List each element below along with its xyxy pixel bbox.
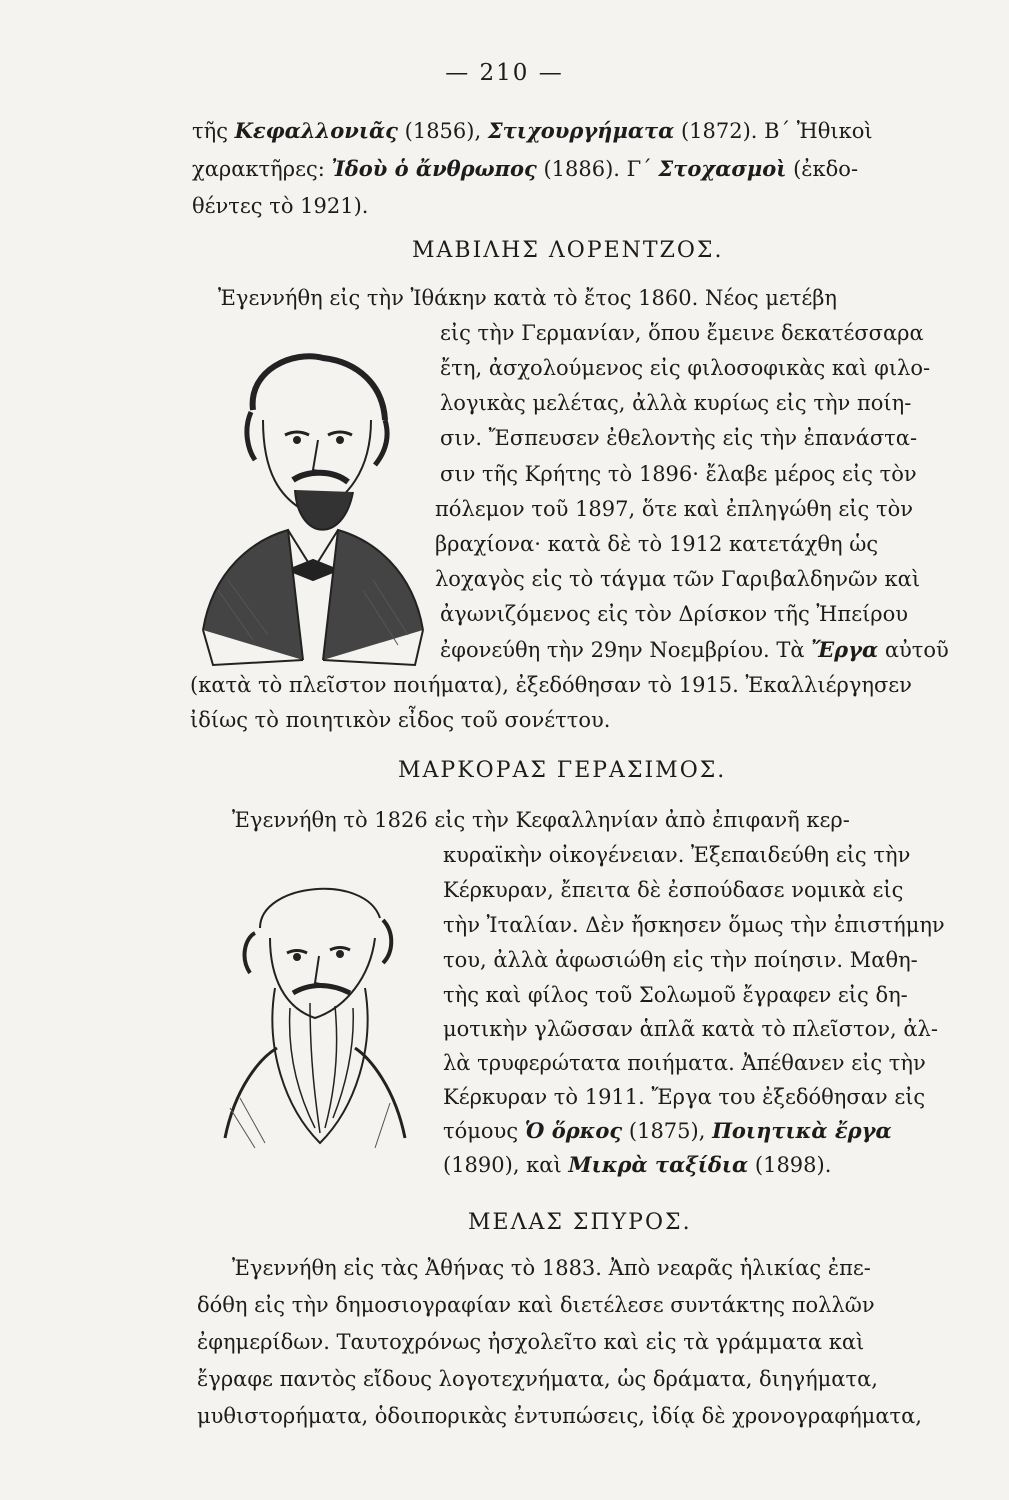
work-title: Μικρὰ ταξίδια <box>568 1152 749 1177</box>
intro-text: χαρακτῆρες: <box>192 157 332 181</box>
portrait-markoras <box>215 858 415 1158</box>
mavilis-line: ἰδίως τὸ ποιητικὸν εἶδος τοῦ σονέττου. <box>190 708 611 732</box>
heading-melas: ΜΕΛΑΣ ΣΠΥΡΟΣ. <box>468 1210 692 1235</box>
mavilis-line: λοχαγὸς εἰς τὸ τάγμα τῶν Γαριβαλδηνῶν καὶ <box>435 567 921 591</box>
heading-markoras: ΜΑΡΚΟΡΑΣ ΓΕΡΑΣΙΜΟΣ. <box>398 758 727 783</box>
markoras-line: τὴν Ἰταλίαν. Δὲν ἤσκησεν ὅμως τὴν ἐπιστήμην <box>443 913 945 937</box>
markoras-line: Κέρκυραν, ἔπειτα δὲ ἐσπούδασε νομικὰ εἰς <box>443 878 904 902</box>
mavilis-line: εἰς τὴν Γερμανίαν, ὅπου ἔμεινε δεκατέσσαρα <box>440 321 924 345</box>
intro-line-3: θέντες τὸ 1921). <box>192 194 369 218</box>
mavilis-line-11 <box>440 637 949 663</box>
intro-line-2 <box>192 156 858 182</box>
work-title: Ὁ ὅρκος <box>524 1118 623 1143</box>
melas-line: δόθη εἰς τὴν δημοσιογραφίαν καὶ διετέλεσε συντάκτης πολλῶν <box>197 1293 875 1317</box>
markoras-line: κυραϊκὴν οἰκογένειαν. Ἐξεπαιδεύθη εἰς τὴν <box>443 843 911 867</box>
melas-line: μυθιστορήματα, ὁδοιπορικὰς ἐντυπώσεις, ἰδίᾳ δὲ χρονογραφήματα, <box>197 1404 922 1428</box>
melas-line: ἐφημερίδων. Ταυτοχρόνως ἠσχολεῖτο καὶ εἰς τὰ γράμματα καὶ <box>197 1330 865 1354</box>
markoras-text: τόμους <box>443 1119 525 1143</box>
mavilis-line: ἀγωνιζόμενος εἰς τὸν Δρίσκον τῆς Ἠπείρου <box>440 602 909 626</box>
portrait-markoras-drawing <box>215 858 415 1158</box>
markoras-line: του, ἀλλὰ ἀφωσιώθη εἰς τὴν ποίησιν. Μαθη- <box>443 948 918 972</box>
mavilis-text: αὐτοῦ <box>878 638 949 662</box>
intro-text: (1886). Γ΄ <box>536 157 659 181</box>
mavilis-line: βραχίονα· κατὰ δὲ τὸ 1912 κατετάχθη ὡς <box>435 532 879 556</box>
work-title: Στοχασμοὶ <box>658 156 787 181</box>
intro-text: (1872). Β΄ Ἠθικοὶ <box>674 119 873 143</box>
page-number: — 210 — <box>445 60 564 86</box>
work-title: Κεφαλλονιᾶς <box>234 118 398 143</box>
markoras-text: (1898). <box>748 1153 832 1177</box>
mavilis-line: σιν. Ἔσπευσεν ἐθελοντὴς εἰς τὴν ἐπανάστα- <box>440 426 918 450</box>
markoras-line: Ἐγεννήθη τὸ 1826 εἰς τὴν Κεφαλληνίαν ἀπὸ ἐπιφανῆ κερ- <box>232 808 850 832</box>
work-title: Ποιητικὰ ἔργα <box>712 1118 892 1143</box>
markoras-line: Κέρκυραν τὸ 1911. Ἔργα του ἐξεδόθησαν εἰς <box>443 1085 926 1109</box>
work-title: Ἔργα <box>811 637 879 662</box>
markoras-line: λὰ τρυφερώτατα ποιήματα. Ἀπέθανεν εἰς τὴν <box>443 1051 926 1075</box>
mavilis-line: Ἐγεννήθη εἰς τὴν Ἰθάκην κατὰ τὸ ἔτος 1860. Νέος μετέβη <box>218 286 838 310</box>
markoras-line-10 <box>443 1118 892 1144</box>
heading-mavilis: ΜΑΒΙΛΗΣ ΛΟΡΕΝΤΖΟΣ. <box>412 238 724 263</box>
intro-text: (ἐκδο- <box>786 157 859 181</box>
intro-text: (1856), <box>397 119 488 143</box>
intro-line-1 <box>192 118 873 144</box>
melas-line: Ἐγεννήθη εἰς τὰς Ἀθήνας τὸ 1883. Ἀπὸ νεαρᾶς ἡλικίας ἐπε- <box>232 1256 871 1280</box>
portrait-mavilis <box>193 340 433 670</box>
markoras-text: (1875), <box>622 1119 713 1143</box>
work-title: Στιχουργήματα <box>487 118 675 143</box>
markoras-line: μοτικὴν γλῶσσαν ἁπλᾶ κατὰ τὸ πλεῖστον, ἀλ- <box>443 1017 938 1041</box>
mavilis-text: ἐφονεύθη τὴν 29ην Νοεμβρίου. Τὰ <box>440 638 812 662</box>
markoras-line: τὴς καὶ φίλος τοῦ Σολωμοῦ ἔγραφεν εἰς δη- <box>443 983 908 1007</box>
mavilis-line: (κατὰ τὸ πλεῖστον ποιήματα), ἐξεδόθησαν τὸ 1915. Ἐκαλλιέργησεν <box>190 673 912 697</box>
mavilis-line: πόλεμον τοῦ 1897, ὅτε καὶ ἐπληγώθη εἰς τὸν <box>435 497 914 521</box>
mavilis-line: λογικὰς μελέτας, ἀλλὰ κυρίως εἰς τὴν ποίη- <box>440 391 912 415</box>
markoras-text: (1890), καὶ <box>443 1153 569 1177</box>
mavilis-line: ἔτη, ἀσχολούμενος εἰς φιλοσοφικὰς καὶ φιλο- <box>440 356 931 380</box>
work-title: Ἰδοὺ ὁ ἄνθρωπος <box>331 156 537 181</box>
markoras-line-11 <box>443 1152 831 1178</box>
portrait-mavilis-drawing <box>193 340 433 670</box>
intro-text: τῆς <box>192 119 235 143</box>
melas-line: ἔγραφε παντὸς εἴδους λογοτεχνήματα, ὡς δράματα, διηγήματα, <box>197 1367 878 1391</box>
mavilis-line: σιν τῆς Κρήτης τὸ 1896· ἔλαβε μέρος εἰς τὸν <box>440 462 917 486</box>
